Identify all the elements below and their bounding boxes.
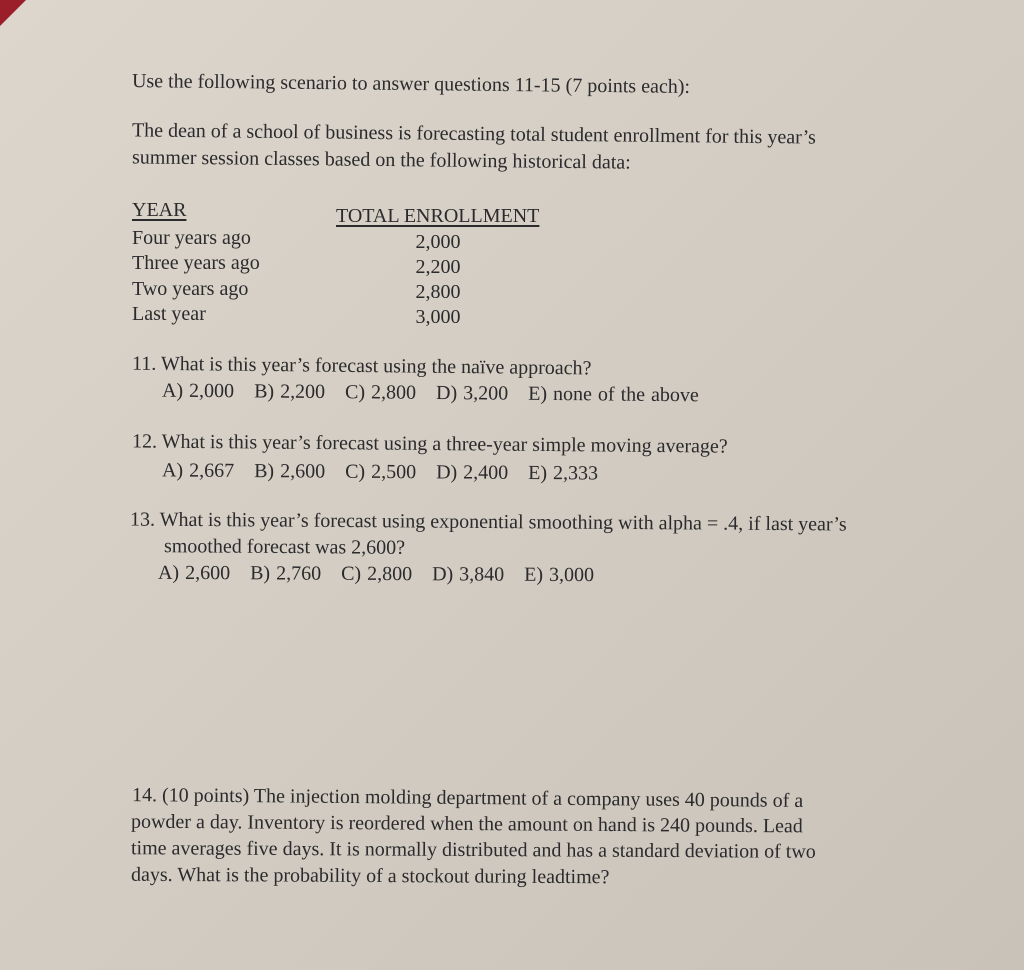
table-row-year: Four years ago — [132, 227, 251, 249]
choice-d: D) 3,200 — [436, 381, 509, 405]
question-11 — [132, 352, 592, 381]
table-row-year: Three years ago — [132, 252, 260, 274]
question-14-line-2: powder a day. Inventory is reordered when the amount on hand is 240 pounds. Lead — [130, 810, 803, 838]
choice-d: D) 3,840 — [432, 563, 505, 586]
question-text: What is this year’s forecast using exponential smoothing with alpha = .4, if last year’s — [159, 508, 847, 536]
question-11-choices — [162, 379, 713, 408]
choice-d: D) 2,400 — [436, 461, 509, 484]
question-text: (10 points) The injection molding department of a company uses 40 pounds of a — [161, 784, 804, 812]
choice-b: B) 2,600 — [254, 460, 326, 483]
choice-b: B) 2,200 — [254, 380, 326, 404]
table-header-year: YEAR — [132, 199, 187, 221]
choice-a: A) 2,600 — [157, 561, 231, 585]
choice-a: A) 2,667 — [161, 459, 235, 482]
scenario-line-1: The dean of a school of business is forecasting total student enrollment for this year’s — [131, 119, 817, 149]
instructions: Use the following scenario to answer questions 11-15 (7 points each): — [131, 70, 691, 98]
question-number: 13. — [129, 508, 156, 531]
table-row-enrollment: 2,000 — [415, 231, 461, 253]
question-13-line-2: smoothed forecast was 2,600? — [163, 535, 406, 559]
question-number: 12. — [131, 430, 158, 453]
table-row-year: Two years ago — [132, 278, 249, 300]
choice-c: C) 2,500 — [345, 460, 417, 484]
table-header-enrollment: TOTAL ENROLLMENT — [336, 205, 540, 227]
choice-e: E) 2,333 — [528, 461, 599, 485]
table-row-enrollment: 3,000 — [415, 306, 461, 328]
question-number: 14. — [131, 784, 158, 807]
choice-e: E) 3,000 — [524, 563, 595, 587]
question-number: 11. — [131, 352, 157, 375]
choice-c: C) 2,800 — [345, 381, 417, 404]
choice-b: B) 2,760 — [250, 562, 322, 585]
question-text: What is this year’s forecast using the naïve approach? — [160, 352, 592, 380]
question-text: What is this year’s forecast using a three-year simple moving average? — [161, 430, 728, 458]
answer-space — [120, 600, 920, 770]
table-row-enrollment: 2,800 — [415, 281, 461, 303]
question-14-line-4: days. What is the probability of a stockout during leadtime? — [130, 863, 610, 889]
table-row-enrollment: 2,200 — [415, 256, 461, 278]
choice-c: C) 2,800 — [341, 562, 413, 586]
table-row-year: Last year — [132, 303, 206, 325]
question-13-choices — [158, 561, 608, 587]
question-14-line-1 — [132, 783, 803, 813]
question-12 — [132, 429, 728, 458]
question-12-choices — [162, 458, 612, 485]
choice-a: A) 2,000 — [161, 379, 235, 403]
question-14-line-3: time averages five days. It is normally distributed and has a standard deviation of two — [130, 837, 816, 863]
scenario-line-2: summer session classes based on the following historical data: — [131, 146, 631, 174]
choice-e: E) none of the above — [528, 382, 699, 407]
question-13 — [130, 507, 847, 536]
